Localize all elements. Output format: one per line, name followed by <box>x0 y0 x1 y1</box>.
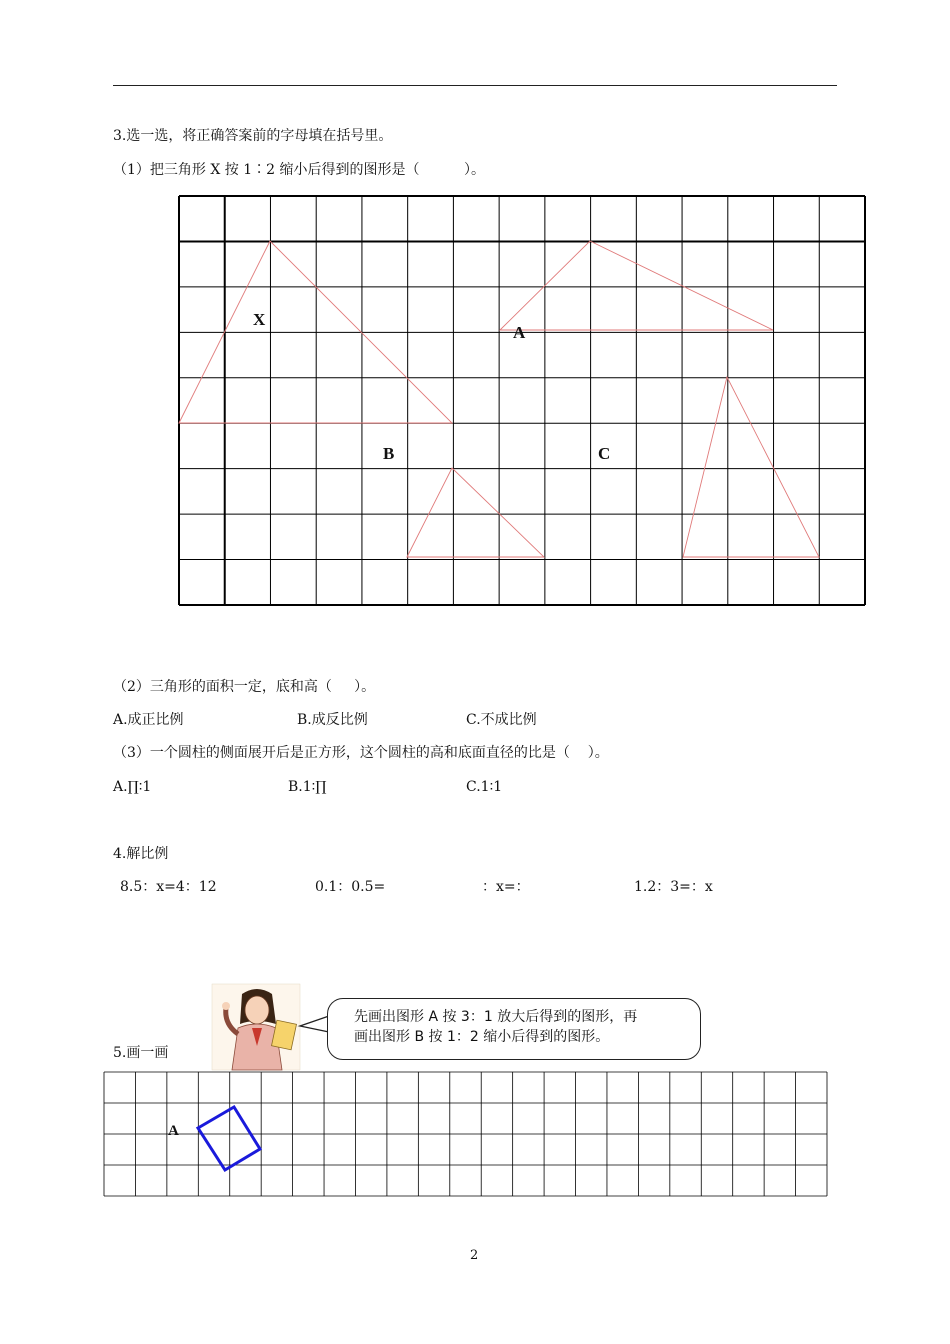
label-c: C <box>598 444 611 463</box>
label-a: A <box>513 323 526 342</box>
page-number: 2 <box>470 1248 479 1263</box>
q5-grid <box>104 1072 827 1196</box>
q4-item-3: ：x=： <box>482 879 530 895</box>
q3-sub2-option-b: B.成反比例 <box>297 712 368 728</box>
shape-a <box>198 1107 260 1170</box>
bubble-line-2: 画出图形 B 按 1：2 缩小后得到的图形。 <box>354 1029 610 1045</box>
q3-sub2-option-c: C.不成比例 <box>466 712 537 728</box>
label-x: X <box>253 310 266 329</box>
q3-sub3-option-c: C.1∶1 <box>466 779 503 795</box>
q3-sub3: （3）一个圆柱的侧面展开后是正方形，这个圆柱的高和底面直径的比是（ ）。 <box>113 745 609 761</box>
q5-title: 5.画一画 <box>113 1045 169 1061</box>
q3-sub2-option-a: A.成正比例 <box>113 712 184 728</box>
q4-item-1: 8.5：x=4：12 <box>120 879 217 895</box>
q3-sub1: （1）把三角形 X 按 1∶2 缩小后得到的图形是（ ）。 <box>113 162 485 178</box>
q3-title: 3.选一选，将正确答案前的字母填在括号里。 <box>113 128 393 144</box>
shape-a-label: A <box>168 1123 179 1139</box>
q3-sub3-option-b: B.1∶∏ <box>288 779 327 795</box>
q3-sub3-option-a: A.∏∶1 <box>113 779 152 795</box>
q4-item-2: 0.1：0.5= <box>315 879 386 895</box>
label-b: B <box>383 444 395 463</box>
q4-title: 4.解比例 <box>113 846 169 862</box>
bubble-line-1: 先画出图形 A 按 3：1 放大后得到的图形，再 <box>354 1009 638 1025</box>
q3-sub2: （2）三角形的面积一定，底和高（ ）。 <box>113 679 376 695</box>
q4-item-4: 1.2：3=：x <box>634 879 713 895</box>
